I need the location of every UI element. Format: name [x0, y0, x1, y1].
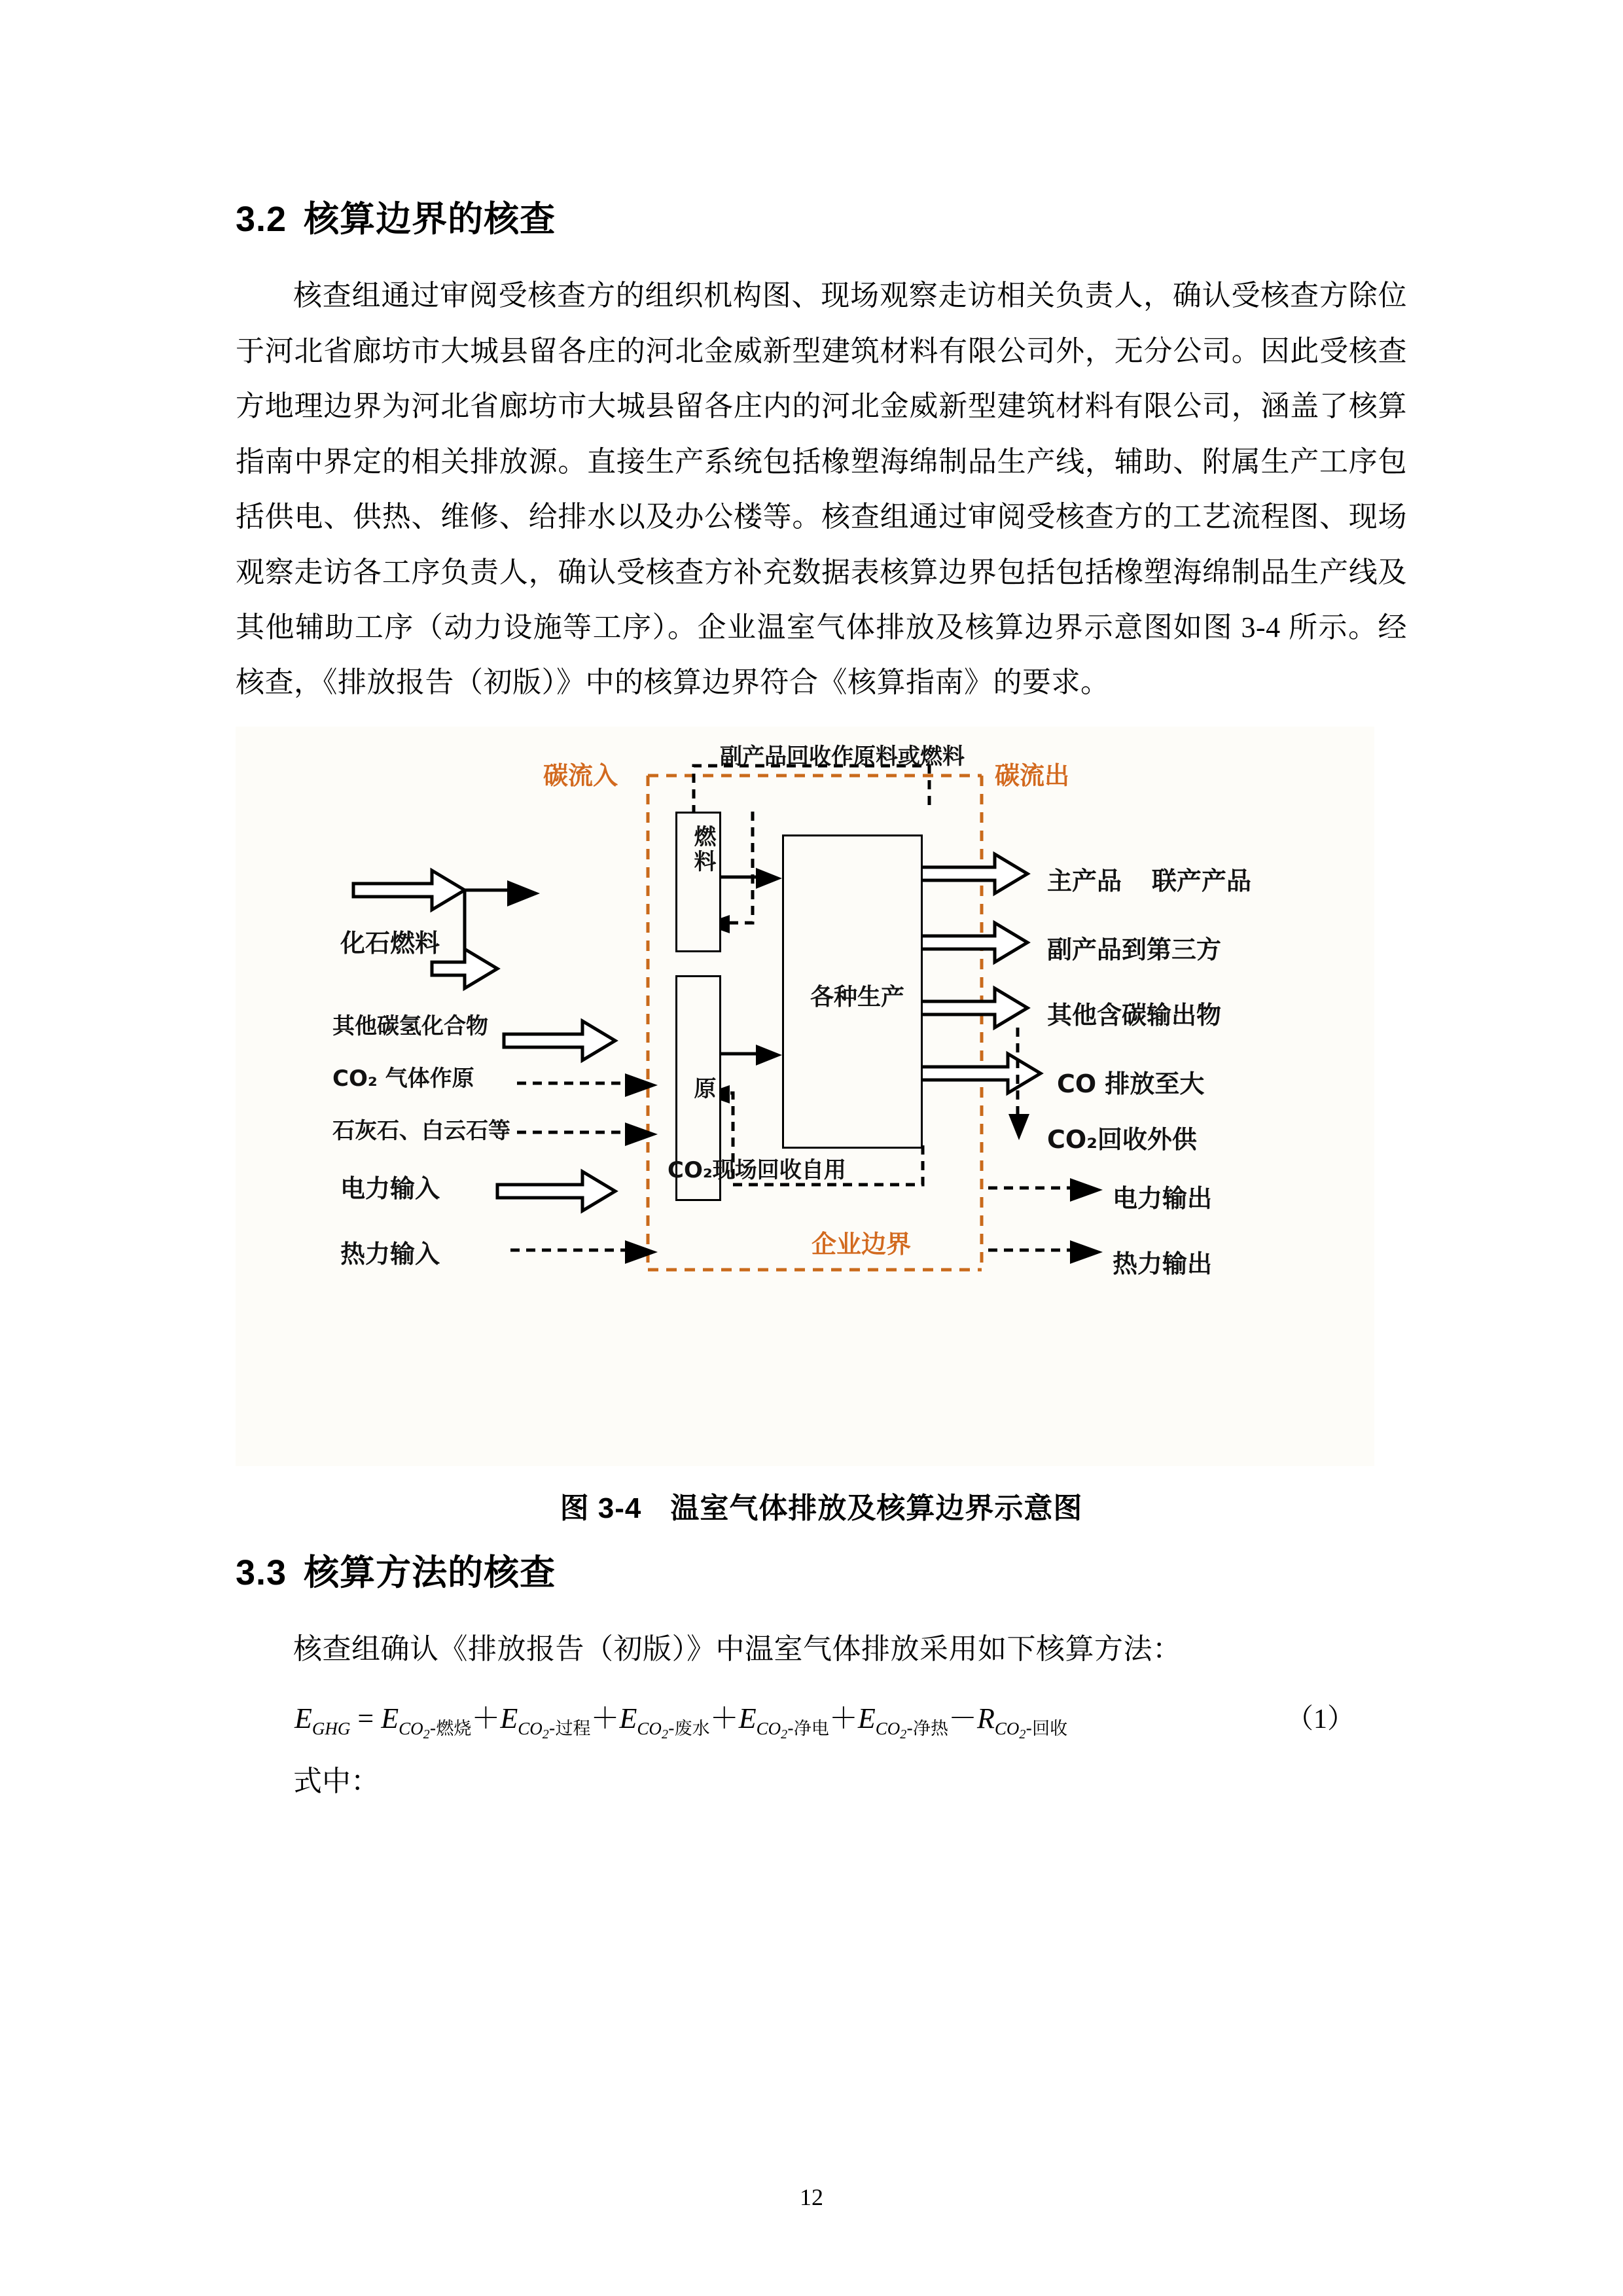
figure-caption: [236, 1484, 1407, 1526]
diagram-label-co2-gas-material: CO₂ 气体作原: [332, 1065, 474, 1092]
figure-caption-text: 温室气体排放及核算边界示意图: [670, 1492, 1083, 1524]
formula-expression: $E_{GHG} = E_{CO2-燃烧}+E_{CO2-过程}+E_{CO2-废水}+E_{CO2-净电}+E_{CO2-净热}-R_{CO2-回收}$: [294, 1702, 1068, 1742]
diagram-label-main-product: 主产品: [1047, 866, 1122, 895]
diagram-label-joint-product: 联产产品: [1152, 866, 1252, 895]
section-heading-3-3: [236, 1550, 1407, 1596]
diagram-label-heat-output: 热力输出: [1113, 1249, 1213, 1278]
diagram-label-other-hydrocarbon: 其他碳氢化合物: [332, 1013, 488, 1039]
diagram-label-co-emission: CO 排放至大: [1057, 1069, 1205, 1098]
diagram-label-byproduct-recycle: 副产品回收作原料或燃料: [720, 743, 965, 770]
figure-caption-label: 图 3-4: [560, 1492, 642, 1524]
diagram-label-other-carbon-output: 其他含碳输出物: [1047, 1000, 1222, 1030]
diagram-label-carbon-out: 碳流出: [995, 761, 1070, 790]
diagram-label-co2-onsite: CO₂现场回收自用: [668, 1157, 846, 1183]
figure-3-4-image: [236, 726, 1374, 1466]
diagram-label-fossil-fuel: 化石燃料: [340, 928, 440, 958]
section-number-3-2: 3.2: [236, 200, 287, 239]
section-heading-3-2: [236, 196, 1407, 242]
diagram-label-co2-recovery-supply: CO₂回收外供: [1047, 1124, 1197, 1154]
where-line: 式中：: [293, 1765, 380, 1797]
formula-1: [294, 1695, 1407, 1740]
diagram-label-enterprise-boundary: 企业边界: [812, 1229, 912, 1259]
diagram-label-power-input: 电力输入: [340, 1174, 440, 1203]
section-number-3-3: 3.3: [236, 1552, 287, 1592]
paragraph-3-2: 核查组通过审阅受核查方的组织机构图、现场观察走访相关负责人，确认受核查方除位于河北省廊坊市大城县留各庄的河北金威新型建筑材料有限公司外，无分公司。因此受核查方地理边界为河北省廊坊市大城县留各庄内的河北金威新型建筑材料有限公司，涵盖了核算指南中界定的相关排放源。直接生产系统包括橡塑海绵制品生产线，辅助、附属生产工序包括供电、供热、维修、给排水以及办公楼等。核查组通过审阅受核查方的工艺流程图、现场观察走访各工序负责人，确认受核查方补充数据表核算边界包括包括橡塑海绵制品生产线及其他辅助工序（动力设施等工序）。企业温室气体排放及核算边界示意图如图 3-4 所示。经核查，《排放报告（初版）》中的核算边界符合《核算指南》的要求。: [236, 279, 1407, 699]
diagram-label-carbon-in: 碳流入: [543, 761, 618, 790]
page-number: 12: [800, 2184, 823, 2210]
diagram-label-power-output: 电力输出: [1113, 1183, 1213, 1213]
section-title-3-2: 核算边界的核查: [304, 200, 556, 239]
diagram-label-production: 各种生产: [810, 983, 905, 1011]
diagram-label-heat-input: 热力输入: [340, 1239, 440, 1268]
diagram-label-limestone: 石灰石、白云石等: [332, 1117, 510, 1144]
diagram-label-fuel: 燃料: [690, 824, 716, 874]
formula-number: （1）: [1285, 1704, 1355, 1734]
figure-3-4: [236, 726, 1374, 1466]
section-title-3-3: 核算方法的核查: [304, 1552, 556, 1592]
paragraph-3-3: 核查组确认《排放报告（初版）》中温室气体排放采用如下核算方法：: [293, 1633, 1182, 1666]
diagram-label-byproduct-third-party: 副产品到第三方: [1047, 935, 1222, 964]
diagram-label-material: 原: [690, 1076, 716, 1102]
